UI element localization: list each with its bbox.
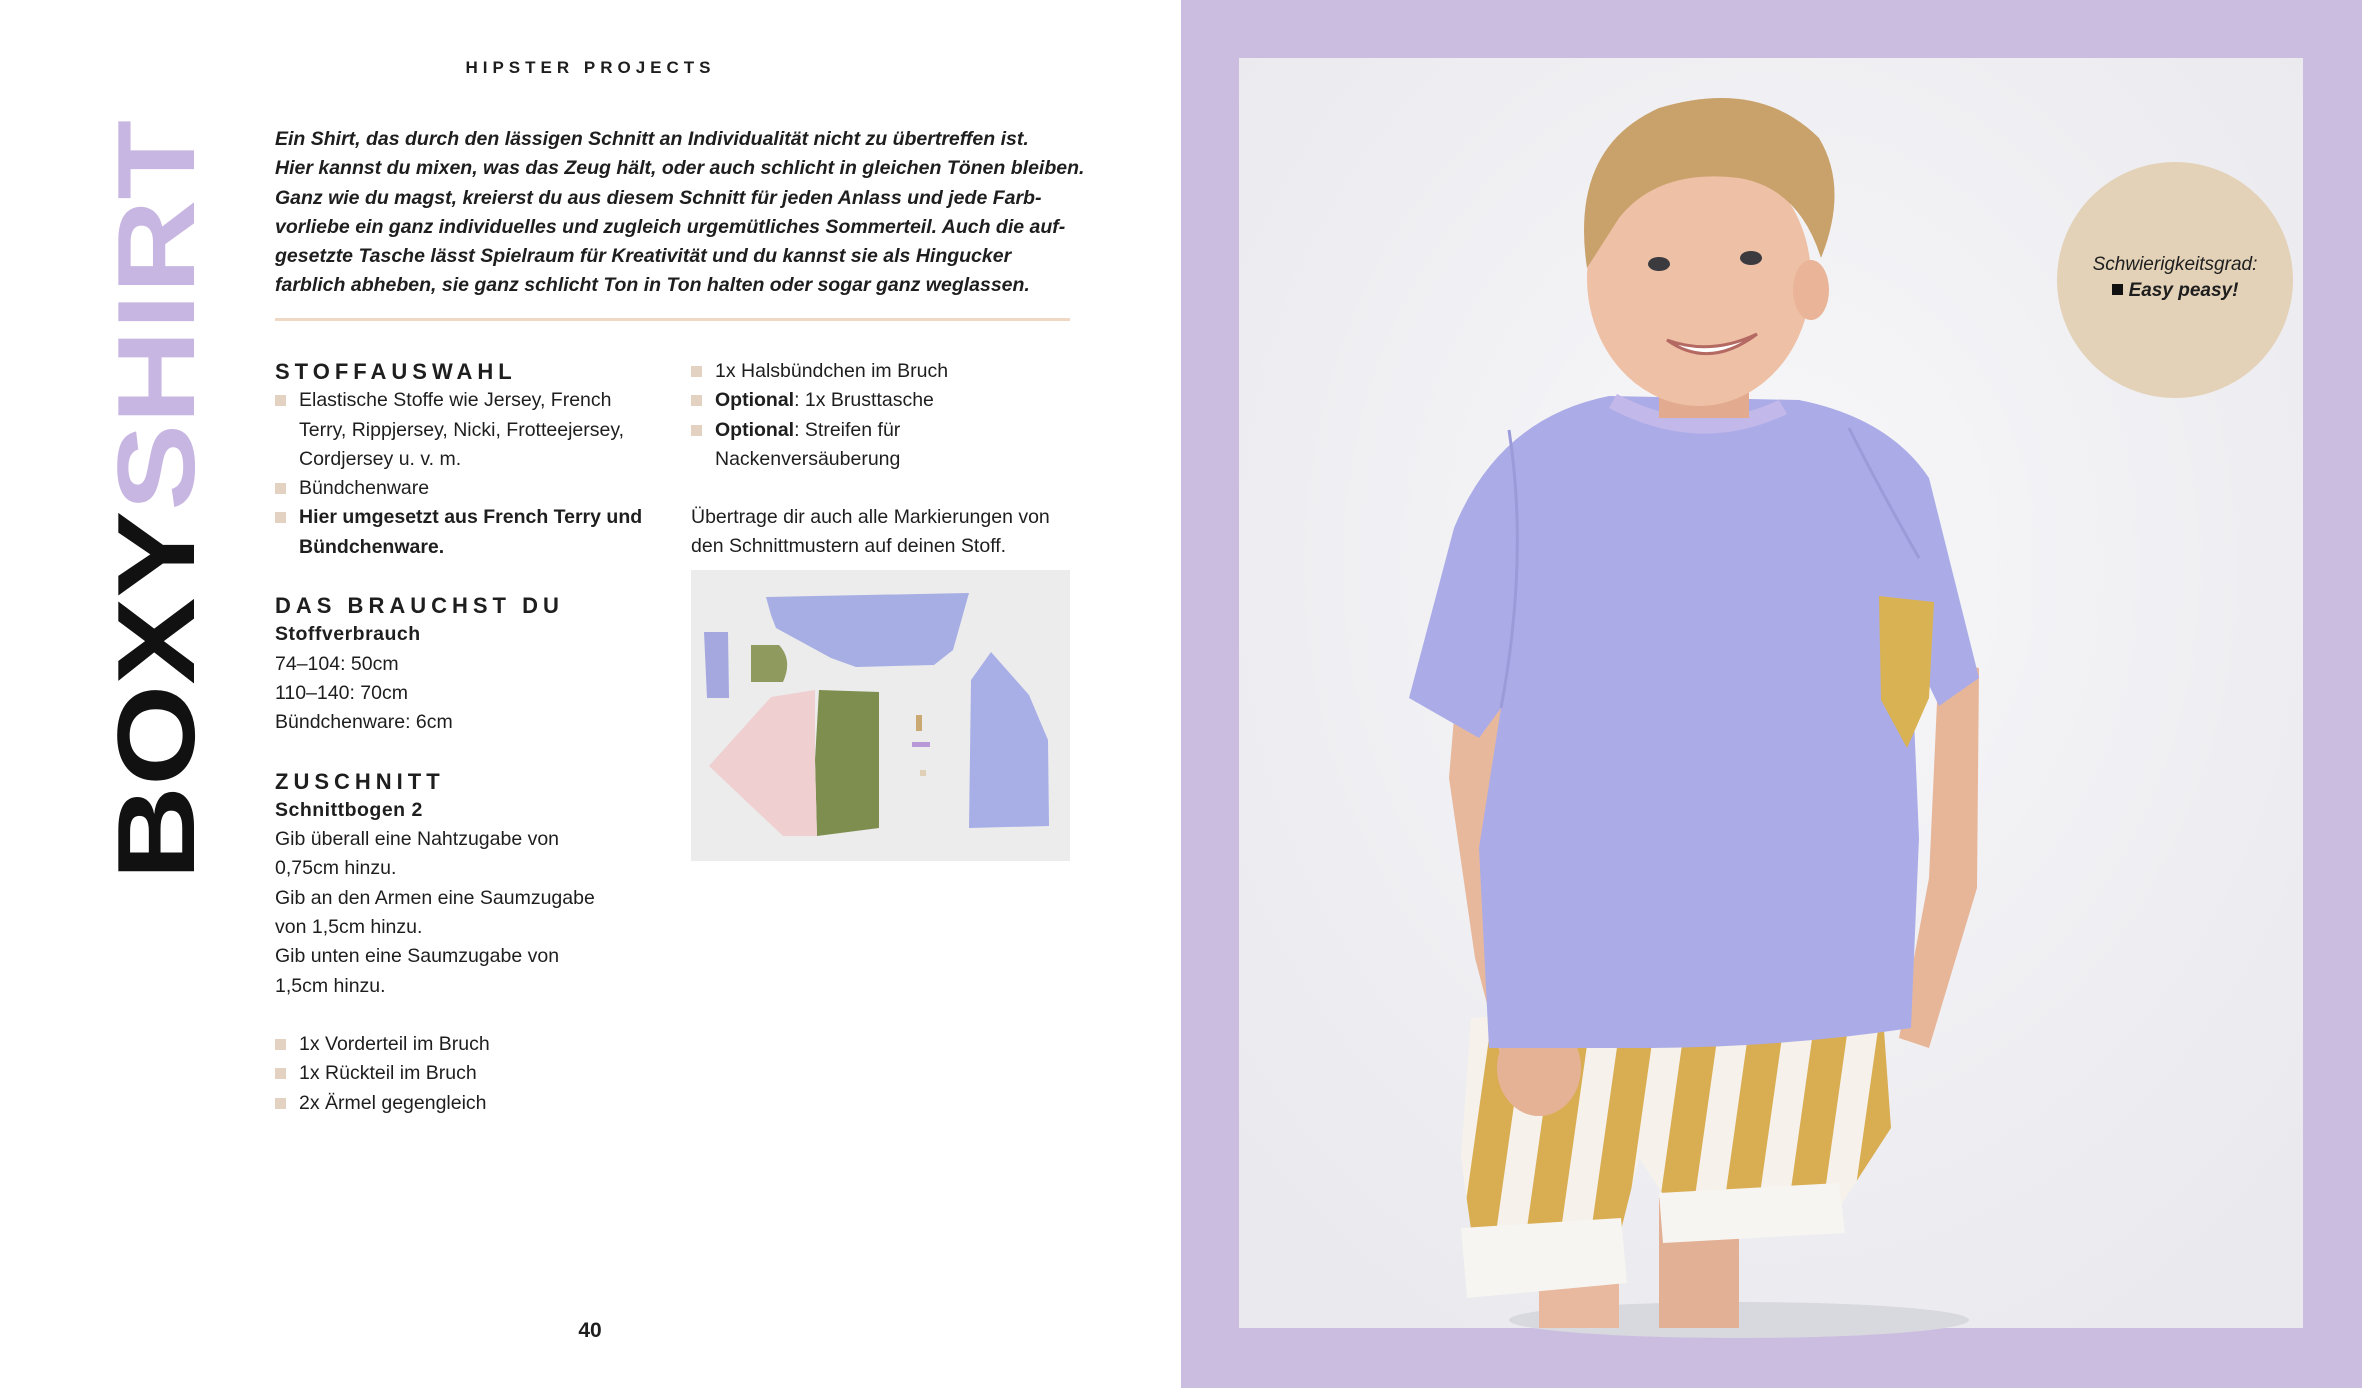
difficulty-value: Easy peasy! — [2128, 280, 2239, 301]
list-item-line: 1x Vorderteil im Bruch — [299, 1032, 490, 1055]
text-line: 74–104: 50cm — [275, 652, 399, 675]
text-line: 1,5cm hinzu. — [275, 974, 386, 997]
intro-line: Ganz wie du magst, kreierst du aus diesem Schnitt für jeden Anlass und jede Farb- — [275, 186, 1042, 209]
list-item — [275, 1059, 665, 1088]
spacer — [275, 1001, 665, 1030]
intro-line: vorliebe ein ganz individuelles und zugleich urgemütliches Sommerteil. Auch die auf- — [275, 215, 1066, 238]
ear-right — [1793, 260, 1829, 320]
text-line: 0,75cm hinzu. — [275, 857, 397, 880]
zuschnitt-pieces-list — [275, 1030, 665, 1118]
right-column — [691, 357, 1081, 562]
list-item-line-bold: Bündchenware. — [299, 535, 445, 558]
list-item-line: 1x Halsbündchen im Bruch — [715, 360, 949, 382]
difficulty-badge-text — [2057, 252, 2293, 304]
model-photo — [1239, 58, 2303, 1328]
subheading-stoffverbrauch: Stoffverbrauch — [275, 623, 421, 646]
page-number: 40 — [578, 1319, 602, 1342]
pattern-piece-small-lilac — [912, 742, 930, 747]
difficulty-label: Schwierigkeitsgrad: — [2092, 254, 2258, 275]
list-item — [275, 474, 665, 503]
list-item — [691, 386, 1081, 415]
eye-left — [1648, 257, 1670, 271]
intro-line: Ein Shirt, das durch den lässigen Schnitt an Individualität nicht zu übertreffen ist. — [275, 128, 1029, 150]
pattern-piece-small-tag — [920, 770, 926, 776]
pattern-piece-pocket — [751, 645, 787, 682]
spacer — [275, 738, 665, 767]
section-title-zuschnitt: ZUSCHNITT — [275, 768, 445, 794]
list-item — [691, 357, 1081, 386]
title-part-shirt: SHIRT — [95, 180, 218, 511]
list-item — [275, 386, 665, 474]
right-page — [1181, 0, 2362, 1388]
pattern-piece-pink — [709, 690, 817, 836]
pattern-piece-neckband — [704, 632, 729, 698]
text-line: von 1,5cm hinzu. — [275, 916, 423, 939]
spacer — [275, 562, 665, 591]
pattern-pieces-graphic — [691, 570, 1070, 861]
vertical-title-text — [95, 120, 218, 880]
difficulty-value-line — [2057, 278, 2293, 304]
square-bullet-icon — [2112, 284, 2123, 295]
optional-label: Optional — [715, 418, 795, 441]
right-pieces-list — [691, 357, 1081, 474]
intro-line: Hier kannst du mixen, was das Zeug hält, oder auch schlicht in gleichen Tönen bleiben. — [275, 157, 1085, 180]
intro-line: farblich abheben, sie ganz schlicht Ton in Ton halten oder sogar ganz weglassen. — [275, 274, 1030, 297]
optional-label: Optional — [715, 389, 795, 412]
difficulty-badge — [2057, 162, 2293, 398]
list-item-line-bold: Hier umgesetzt aus French Terry und — [299, 506, 643, 529]
list-item-line: Terry, Rippjersey, Nicki, Frotteejersey, — [299, 418, 625, 441]
list-item-line: 2x Ärmel gegengleich — [299, 1091, 487, 1114]
list-item-line — [715, 386, 1081, 415]
text-line: Bündchenware: 6cm — [275, 711, 453, 734]
text-line: 110–140: 70cm — [275, 681, 408, 704]
list-item-rest: : Streifen für — [794, 418, 901, 441]
text-line: Gib unten eine Saumzugabe von — [275, 945, 560, 968]
text-line: Gib überall eine Nahtzugabe von — [275, 828, 560, 851]
divider-rule — [275, 318, 1070, 321]
list-item — [691, 416, 1081, 475]
list-item — [275, 1030, 665, 1059]
list-item-rest: : 1x Brusttasche — [794, 389, 934, 412]
pattern-pieces-photo — [691, 570, 1070, 861]
text-line: Gib an den Armen eine Saumzugabe — [275, 886, 595, 909]
pattern-piece-sleeve — [969, 652, 1049, 828]
left-column — [275, 357, 665, 1118]
list-item-line — [715, 416, 1081, 445]
eye-right — [1740, 251, 1762, 265]
list-item-line: 1x Rückteil im Bruch — [299, 1062, 477, 1085]
vertical-title — [95, 118, 218, 880]
pattern-piece-front — [766, 593, 969, 667]
running-header: HIPSTER PROJECTS — [465, 58, 716, 77]
pattern-piece-small-strip — [916, 715, 922, 731]
intro-line: gesetzte Tasche lässt Spielraum für Kreativität und du kannst sie als Hingucker — [275, 245, 1012, 268]
list-item — [275, 1089, 665, 1118]
list-item-line: Cordjersey u. v. m. — [299, 447, 462, 470]
list-item — [275, 503, 665, 562]
list-item-line: Elastische Stoffe wie Jersey, French — [299, 389, 612, 412]
note-line: den Schnittmustern auf deinen Stoff. — [691, 535, 1007, 558]
title-part-boxy: BOXY — [95, 568, 218, 880]
intro-text — [275, 125, 1085, 301]
vertical-title-graphic — [95, 118, 218, 880]
subheading-schnittbogen: Schnittbogen 2 — [275, 798, 423, 821]
stoffauswahl-list — [275, 386, 665, 562]
list-item-line: Nackenversäuberung — [715, 447, 901, 470]
section-title-stoffauswahl: STOFFAUSWAHL — [275, 359, 517, 384]
note-line: Übertrage dir auch alle Markierungen von — [691, 506, 1050, 529]
shorts-cuff-right — [1659, 1183, 1845, 1243]
spacer — [691, 474, 1081, 503]
pattern-piece-back — [815, 690, 879, 836]
section-title-brauchst: DAS BRAUCHST DU — [275, 593, 564, 619]
list-item-line: Bündchenware — [299, 477, 430, 500]
